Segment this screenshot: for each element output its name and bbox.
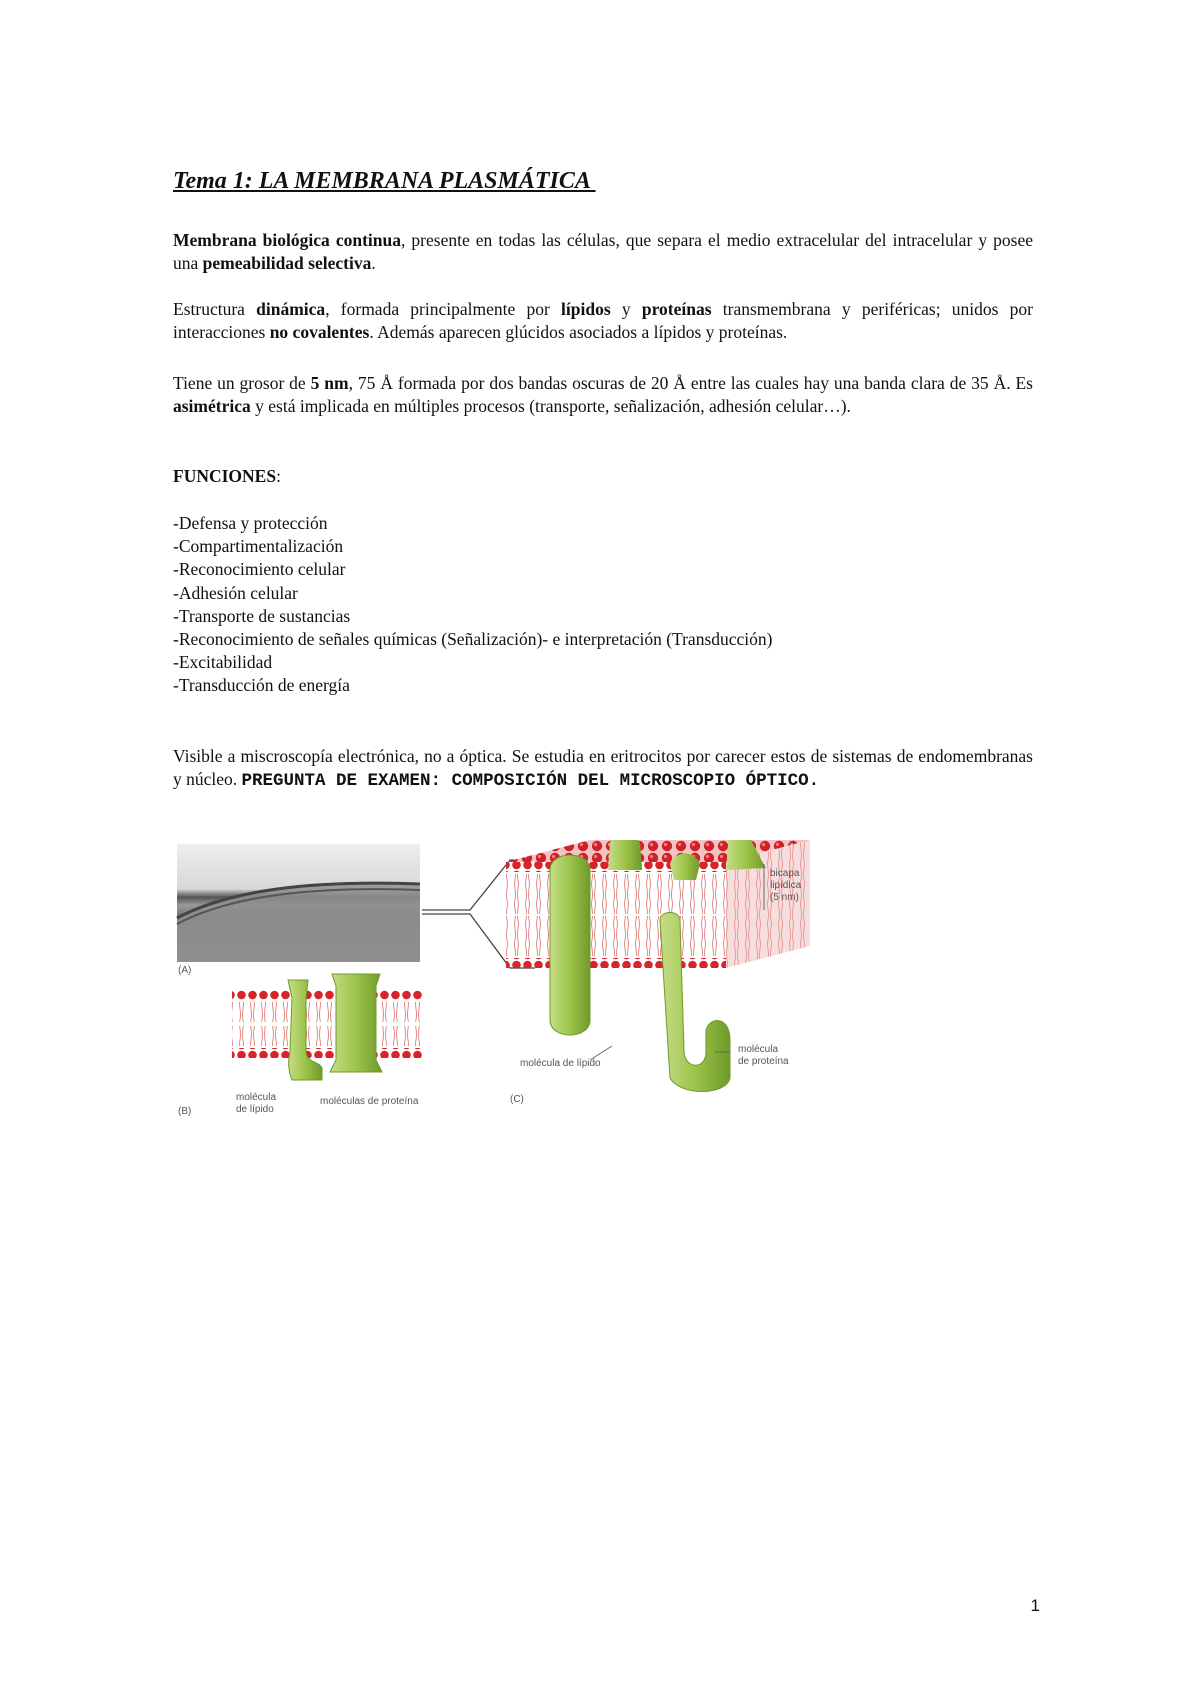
c-protein-label-2: de proteína: [738, 1056, 789, 1067]
term-dynamic: dinámica: [256, 299, 326, 319]
term-asymmetric: asimétrica: [173, 396, 251, 416]
b-lipid-label-2: de lípido: [236, 1104, 274, 1115]
c-protein-label-1: molécula: [738, 1044, 779, 1055]
term-proteins: proteínas: [641, 299, 712, 319]
paragraph-structure: Estructura dinámica, formada principalmente por lípidos y proteínas transmembrana y periféricas; unidos por interacciones no covalentes. Además aparecen glúcidos asociados a lípidos y proteínas.: [173, 299, 1033, 342]
term-selective-permeability: pemeabilidad selectiva: [202, 253, 372, 273]
bilayer-diagram-panel-b: [178, 974, 422, 1117]
panel-c-label: (C): [510, 1094, 524, 1105]
list-item: -Defensa y protección: [173, 513, 328, 533]
term-continuous-membrane: Membrana biológica continua: [173, 230, 401, 250]
c-bilayer-label-3: (5 nm): [770, 892, 799, 903]
b-protein-label: moléculas de proteína: [320, 1096, 419, 1107]
paragraph-microscopy: Visible a miscroscopía electrónica, no a óptica. Se estudia en eritrocitos por carecer estos de sistemas de endomembranas y núcleo. PREGUNTA DE EXAMEN: COMPOSICIÓN DEL MICROSCOPIO ÓPTICO.: [173, 746, 1033, 791]
paragraph-definition: Membrana biológica continua, presente en todas las células, que separa el medio extracelular del intracelular y posee una pemeabilidad selectiva.: [173, 230, 1034, 273]
exam-note: PREGUNTA DE EXAMEN: COMPOSICIÓN DEL MICROSCOPIO ÓPTICO.: [241, 771, 820, 791]
panel-a-label: (A): [178, 965, 192, 976]
micrograph-panel-a: [177, 844, 420, 976]
list-item: -Compartimentalización: [173, 536, 344, 557]
term-non-covalent: no covalentes: [269, 322, 370, 342]
panel-b-label: (B): [178, 1106, 192, 1117]
membrane-model-panel-c: [506, 840, 810, 1105]
membrane-figure: [170, 840, 1030, 1125]
page-title: Tema 1: LA MEMBRANA PLASMÁTICA: [173, 168, 596, 194]
list-item: -Transducción de energía: [173, 675, 350, 696]
c-bilayer-label-2: lipídica: [770, 880, 802, 891]
functions-list: [173, 512, 773, 698]
term-lipids: lípidos: [561, 299, 611, 319]
page-number: 1: [1030, 1596, 1040, 1615]
paragraph-thickness: Tiene un grosor de 5 nm, 75 Å formada por dos bandas oscuras de 20 Å entre las cuales hay una banda clara de 35 Å. Es asimétrica y está implicada en múltiples procesos (transporte, señalización, adhesión celular…).: [173, 373, 1033, 416]
term-5nm: 5 nm: [310, 373, 349, 393]
functions-heading: FUNCIONES:: [173, 466, 281, 486]
b-lipid-label-1: molécula: [236, 1092, 277, 1103]
list-item: -Reconocimiento de señales químicas (Señalización)- e interpretación (Transducción): [173, 629, 773, 650]
list-item: -Adhesión celular: [173, 582, 298, 603]
membrane-illustration: [170, 840, 1030, 1125]
c-bilayer-label-1: bicapa: [770, 868, 800, 879]
c-lipid-label: molécula de lípido: [520, 1058, 601, 1069]
list-item: -Transporte de sustancias: [173, 605, 351, 626]
list-item: -Reconocimiento celular: [173, 559, 346, 580]
list-item: -Excitabilidad: [173, 652, 273, 673]
